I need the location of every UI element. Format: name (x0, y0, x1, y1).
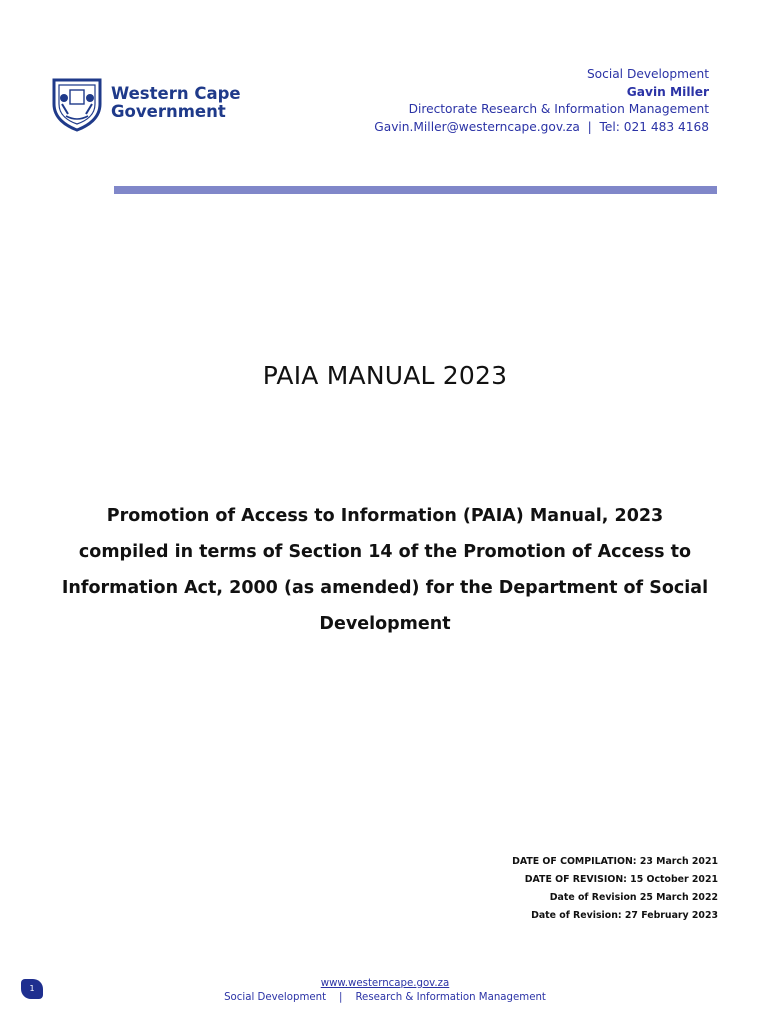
footer-text: Social Development | Research & Information Management (224, 992, 546, 1003)
date-revision-3: Date of Revision: 27 February 2023 (531, 910, 718, 921)
logo-line-2: Government (111, 102, 226, 121)
contact-block (374, 66, 709, 136)
date-revision-1: DATE OF REVISION: 15 October 2021 (524, 874, 718, 885)
subtitle-line: Development (319, 614, 451, 634)
contact-email-tel: Gavin.Miller@westerncape.gov.za | Tel: 021 483 4168 (374, 119, 709, 134)
contact-directorate: Directorate Research & Information Management (408, 102, 709, 116)
subtitle-line: compiled in terms of Section 14 of the Promotion of Access to (78, 542, 692, 562)
header-divider (114, 186, 717, 194)
revision-dates (512, 853, 718, 925)
document-subtitle (50, 498, 720, 642)
logo-wordmark (111, 85, 241, 121)
crest-icon (48, 74, 106, 132)
western-cape-logo (48, 72, 248, 134)
page-title: PAIA MANUAL 2023 (262, 361, 508, 390)
page-footer (0, 977, 770, 1005)
subtitle-line: Information Act, 2000 (as amended) for the Department of Social (61, 578, 709, 598)
footer-website-link[interactable]: www.westerncape.gov.za (320, 978, 450, 989)
subtitle-line: Promotion of Access to Information (PAIA) Manual, 2023 (106, 506, 664, 526)
logo-line-1: Western Cape (111, 84, 241, 103)
date-compilation: DATE OF COMPILATION: 23 March 2021 (512, 856, 718, 867)
contact-name: Gavin Miller (626, 84, 709, 99)
page-number-badge: 1 (21, 979, 43, 999)
contact-department: Social Development (586, 67, 709, 81)
date-revision-2: Date of Revision 25 March 2022 (549, 892, 718, 903)
